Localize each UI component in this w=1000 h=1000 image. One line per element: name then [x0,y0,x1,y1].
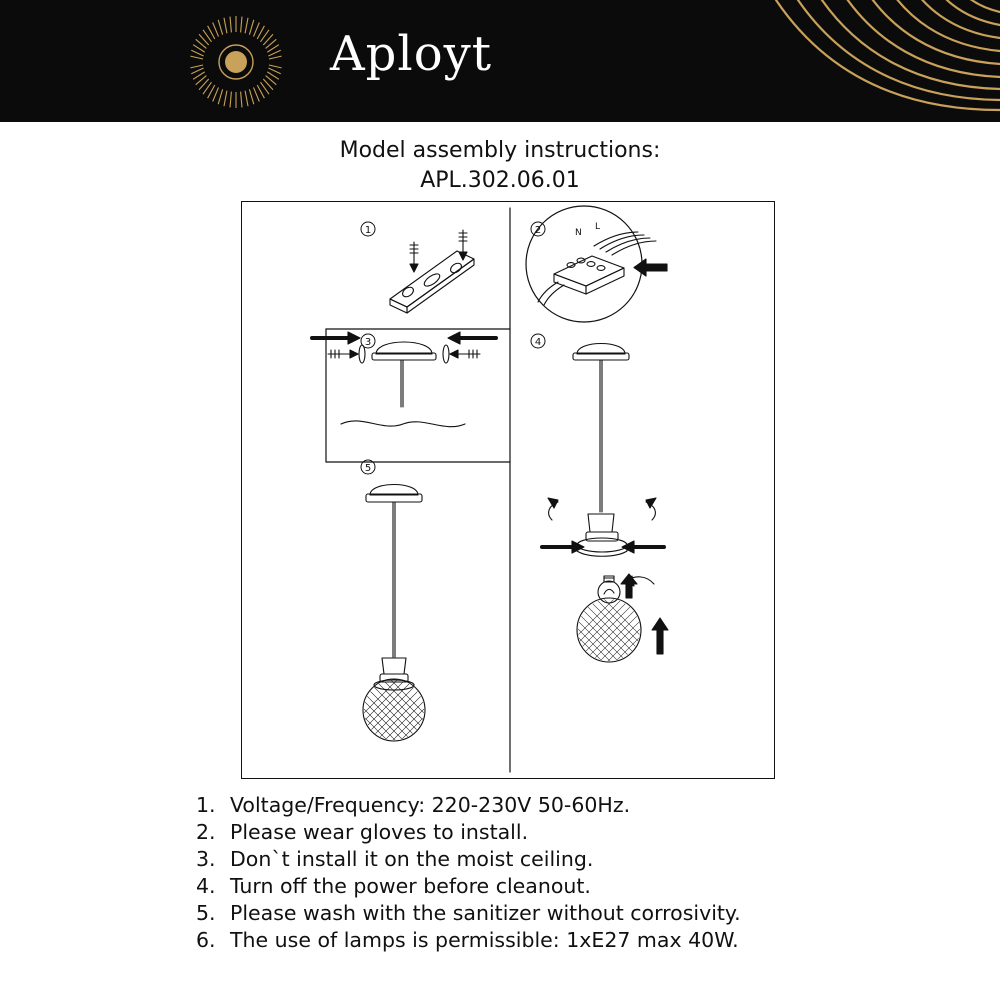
list-item-text: Don`t install it on the moist ceiling. [230,847,594,871]
step-badge-4 [531,334,545,348]
step-badge-2 [531,222,545,236]
brand-name: Aployt [330,26,493,82]
header-banner [0,0,1000,122]
list-item-number: 5. [196,901,216,925]
svg-text:3: 3 [364,337,372,348]
sunburst-icon [178,12,294,112]
list-item-text: Turn off the power before cleanout. [230,874,591,898]
svg-text:2: 2 [534,225,542,236]
list-item-text: Voltage/Frequency: 220-230V 50-60Hz. [230,793,631,817]
step-badge-3 [361,334,375,348]
list-item-number: 1. [196,793,216,817]
list-item-number: 6. [196,928,216,952]
list-item [196,873,896,900]
fan-rays-icon [580,0,1000,122]
assembly-diagram-svg [242,202,773,777]
step-badge-5 [361,460,375,474]
page-title [0,136,1000,196]
step-1-bracket [390,230,474,313]
svg-text:4: 4 [534,337,542,348]
assembly-diagram [241,201,775,779]
step-2-terminal [526,206,667,322]
step-3-canopy [312,332,496,427]
svg-text:1: 1 [364,225,372,236]
list-item-text: The use of lamps is permissible: 1xE27 max 40W. [230,928,739,952]
list-item [196,792,896,819]
svg-text:5: 5 [364,463,372,474]
list-item-text: Please wear gloves to install. [230,820,529,844]
step-badge-1 [361,222,375,236]
svg-text:L: L [595,222,601,232]
list-item [196,846,896,873]
list-item [196,927,896,954]
title-line-2: APL.302.06.01 [420,168,580,193]
step-6-globe [573,568,668,704]
title-line-1: Model assembly instructions: [339,138,661,163]
step-5-assembly [359,485,429,778]
list-item [196,900,896,927]
list-item-text: Please wash with the sanitizer without corrosivity. [230,901,741,925]
list-item [196,819,896,846]
list-item-number: 4. [196,874,216,898]
instructions-list [196,792,896,954]
step-4-suspension [542,344,664,557]
svg-text:N: N [575,228,582,238]
list-item-number: 3. [196,847,216,871]
list-item-number: 2. [196,820,216,844]
